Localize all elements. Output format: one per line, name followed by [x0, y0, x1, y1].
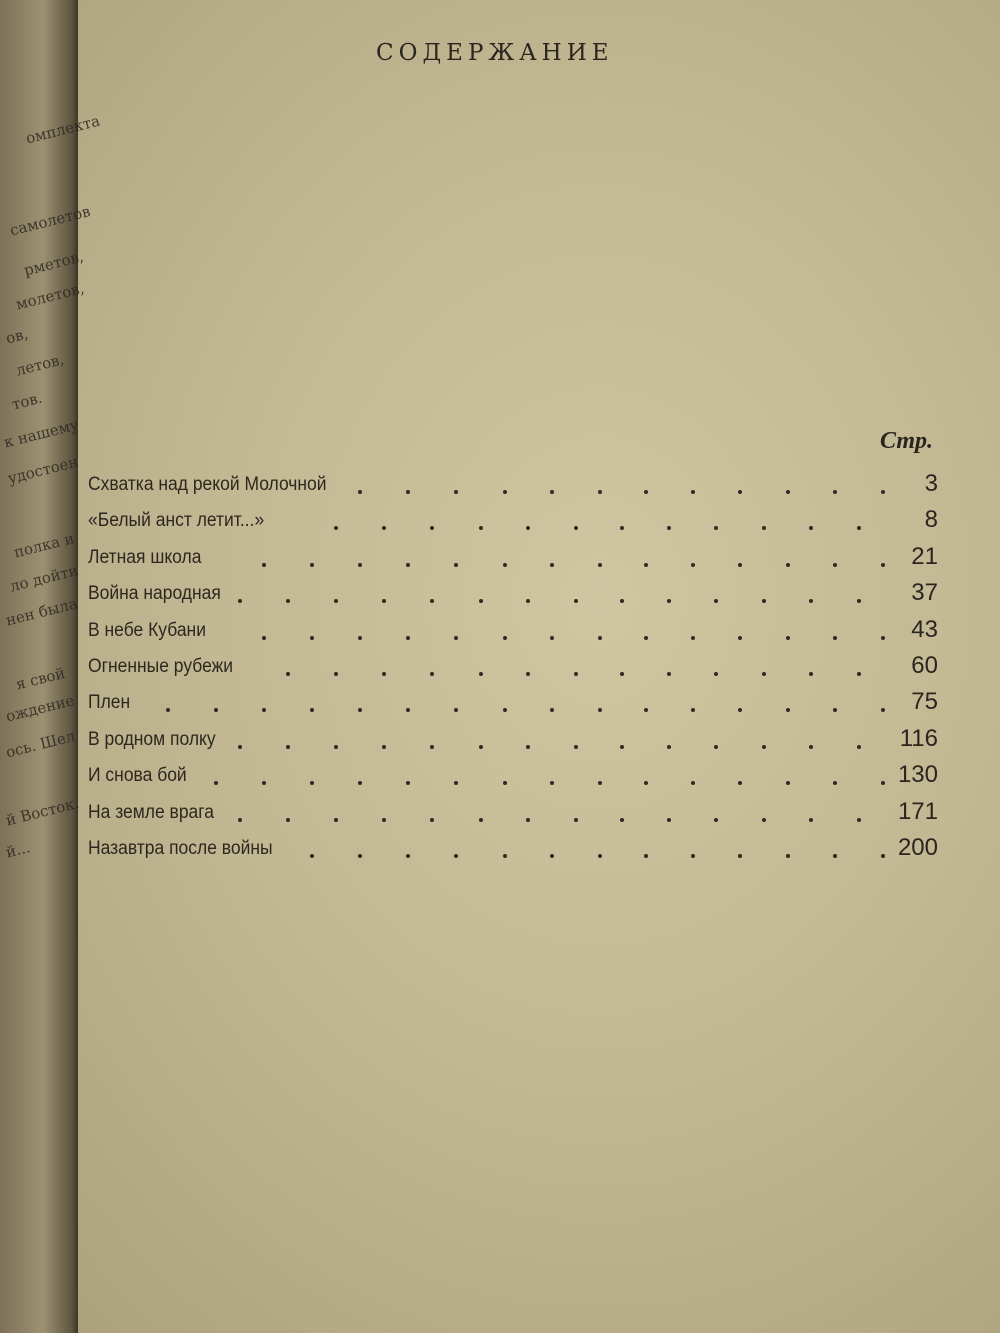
- toc-leader-dot: [620, 818, 624, 822]
- toc-leader-dot: [714, 818, 718, 822]
- toc-leader-dot: [503, 854, 507, 858]
- toc-leader-dot: [310, 854, 314, 858]
- toc-leader-dot: [406, 490, 410, 494]
- toc-leader-dot: [833, 636, 837, 640]
- toc-leader-dot: [762, 672, 766, 676]
- left-page-fragment: молетов,: [14, 279, 86, 314]
- toc-leader-dot: [406, 781, 410, 785]
- toc-leader-dot: [809, 599, 813, 603]
- toc-leader-dot: [598, 781, 602, 785]
- toc-leader-dot: [406, 636, 410, 640]
- toc-leader-dot: [857, 672, 861, 676]
- toc-leader-dot: [809, 818, 813, 822]
- toc-entry: [88, 798, 948, 834]
- toc-leader-dot: [310, 563, 314, 567]
- toc-leader-dot: [667, 599, 671, 603]
- toc-leader-dot: [382, 745, 386, 749]
- left-page-fragment: летов,: [14, 350, 66, 380]
- toc-entry: [88, 688, 948, 724]
- toc-leader-dot: [857, 599, 861, 603]
- toc-leader-dot: [598, 708, 602, 712]
- toc-leader-dot: [238, 745, 242, 749]
- toc-leader-dot: [382, 526, 386, 530]
- left-page-fragment: й Восток.: [4, 793, 81, 830]
- toc-leader-dot: [286, 672, 290, 676]
- left-page-fragment: тов.: [10, 388, 44, 414]
- toc-leader-dot: [667, 818, 671, 822]
- toc-entry-page: 3: [924, 470, 938, 497]
- toc-leader-dot: [857, 818, 861, 822]
- left-page-fragment: я свой: [14, 663, 67, 694]
- toc-entry-title: Огненные рубежи: [88, 655, 234, 677]
- toc-leader-dot: [310, 636, 314, 640]
- toc-leader-dot: [809, 672, 813, 676]
- toc-leader-dot: [881, 636, 885, 640]
- toc-leader-dot: [833, 490, 837, 494]
- toc-leader-dot: [714, 526, 718, 530]
- toc-entry-title: В родном полку: [88, 728, 216, 750]
- toc-entry: [88, 834, 948, 870]
- toc-leader-dot: [691, 563, 695, 567]
- toc-leader-dot: [430, 526, 434, 530]
- toc-leader-dot: [738, 636, 742, 640]
- toc-leader-dot: [691, 854, 695, 858]
- toc-leader-dot: [833, 781, 837, 785]
- toc-entry-page: 8: [924, 506, 938, 534]
- toc-leader-dot: [334, 818, 338, 822]
- toc-entry: [88, 470, 948, 506]
- toc-leader-dot: [262, 781, 266, 785]
- toc-leader-dot: [382, 672, 386, 676]
- toc-entry-title: В небе Кубани: [88, 619, 206, 641]
- left-page-fragment: полка и: [12, 529, 77, 562]
- toc-leader-dot: [881, 708, 885, 712]
- toc-leader-dot: [691, 490, 695, 494]
- toc-leader-dot: [526, 526, 530, 530]
- toc-leader-dot: [454, 563, 458, 567]
- toc-leader-dot: [358, 563, 362, 567]
- toc-leader-dot: [430, 818, 434, 822]
- toc-leader-dot: [454, 636, 458, 640]
- toc-leader-dot: [334, 745, 338, 749]
- left-page-fragment: нен была: [4, 594, 80, 630]
- toc-leader-dot: [358, 490, 362, 494]
- toc-leader-dot: [503, 781, 507, 785]
- left-page-fragment: омплекта: [24, 111, 102, 148]
- toc-leader-dot: [857, 745, 861, 749]
- toc-leader-dot: [881, 781, 885, 785]
- left-page-fragment: ось. Шел: [4, 726, 77, 762]
- toc-leader-dot: [881, 563, 885, 567]
- toc-entry-page: 43: [911, 615, 938, 643]
- toc-leader-dot: [503, 490, 507, 494]
- toc-leader-dot: [691, 636, 695, 640]
- toc-entry: [88, 506, 948, 542]
- toc-leader-dot: [334, 672, 338, 676]
- toc-leader-dot: [406, 563, 410, 567]
- toc-leader-dot: [430, 672, 434, 676]
- toc-leader-dot: [833, 854, 837, 858]
- toc-leader-dot: [310, 708, 314, 712]
- toc-leader-dot: [430, 745, 434, 749]
- toc-entry-title: Война народная: [88, 583, 221, 605]
- toc-leader-dot: [786, 781, 790, 785]
- toc-leader-dot: [238, 599, 242, 603]
- toc-leader-dot: [881, 854, 885, 858]
- left-page-fragment: й...: [4, 838, 32, 862]
- toc-leader-dot: [598, 636, 602, 640]
- toc-entry-title: На земле врага: [88, 801, 214, 823]
- toc-leader-dot: [238, 818, 242, 822]
- toc-leader-dot: [262, 636, 266, 640]
- toc-leader-dot: [667, 526, 671, 530]
- toc-leader-dot: [214, 708, 218, 712]
- toc-leader-dot: [714, 672, 718, 676]
- toc-entry-title: «Белый анст летит...»: [88, 510, 265, 532]
- toc-leader-dot: [762, 599, 766, 603]
- toc-leader-dot: [620, 599, 624, 603]
- toc-entry-page: 37: [911, 579, 938, 607]
- toc-leader-dot: [479, 818, 483, 822]
- toc-leader-dot: [598, 563, 602, 567]
- toc-leader-dot: [644, 563, 648, 567]
- toc-leader-dot: [479, 745, 483, 749]
- toc-leader-dot: [574, 526, 578, 530]
- toc-leader-dot: [166, 708, 170, 712]
- toc-leader-dot: [738, 563, 742, 567]
- toc-leader-dot: [644, 636, 648, 640]
- toc-leader-dot: [550, 708, 554, 712]
- table-of-contents: [88, 470, 948, 870]
- toc-leader-dot: [620, 672, 624, 676]
- toc-leader-dot: [310, 781, 314, 785]
- toc-entry-page: 21: [911, 542, 938, 570]
- toc-leader-dot: [550, 781, 554, 785]
- toc-leader-dot: [526, 818, 530, 822]
- toc-leader-dot: [738, 854, 742, 858]
- toc-leader-dot: [526, 672, 530, 676]
- toc-entry-title: Летная школа: [88, 546, 202, 568]
- toc-leader-dot: [503, 708, 507, 712]
- toc-leader-dot: [430, 599, 434, 603]
- toc-leader-dot: [382, 818, 386, 822]
- left-page-fragment: рметов,: [22, 247, 86, 280]
- page-title: СОДЕРЖАНИЕ: [376, 40, 614, 66]
- toc-entry: [88, 761, 948, 797]
- toc-entry-page: 116: [899, 724, 938, 752]
- left-page-fragment: к нашему: [2, 415, 81, 452]
- toc-leader-dot: [644, 854, 648, 858]
- toc-leader-dot: [691, 781, 695, 785]
- toc-leader-dot: [358, 708, 362, 712]
- toc-leader-dot: [479, 599, 483, 603]
- left-page-fragment: ождение: [4, 691, 77, 726]
- toc-leader-dot: [550, 636, 554, 640]
- toc-leader-dot: [809, 526, 813, 530]
- toc-leader-dot: [738, 781, 742, 785]
- toc-leader-dot: [786, 563, 790, 567]
- left-page-fragment: ло дойти: [8, 561, 81, 596]
- toc-leader-dot: [691, 708, 695, 712]
- toc-leader-dot: [762, 818, 766, 822]
- toc-leader-dot: [262, 563, 266, 567]
- toc-leader-dot: [550, 563, 554, 567]
- page-column-label: Стр.: [880, 428, 934, 454]
- toc-leader-dot: [738, 708, 742, 712]
- toc-leader-dot: [406, 708, 410, 712]
- toc-leader-dot: [786, 708, 790, 712]
- toc-leader-dot: [262, 708, 266, 712]
- toc-leader-dot: [574, 672, 578, 676]
- toc-leader-dot: [786, 490, 790, 494]
- toc-leader-dot: [454, 490, 458, 494]
- toc-leader-dot: [286, 745, 290, 749]
- toc-leader-dot: [620, 526, 624, 530]
- toc-leader-dot: [479, 526, 483, 530]
- toc-leader-dot: [574, 599, 578, 603]
- toc-leader-dot: [503, 563, 507, 567]
- toc-leader-dot: [406, 854, 410, 858]
- toc-leader-dot: [550, 490, 554, 494]
- toc-leader-dot: [762, 745, 766, 749]
- toc-entry: [88, 652, 948, 688]
- toc-leader-dot: [358, 854, 362, 858]
- toc-leader-dot: [598, 490, 602, 494]
- toc-leader-dot: [644, 781, 648, 785]
- toc-entry-page: 200: [897, 833, 938, 861]
- toc-leader-dot: [881, 490, 885, 494]
- toc-leader-dot: [667, 672, 671, 676]
- toc-leader-dot: [857, 526, 861, 530]
- toc-entry: [88, 543, 948, 579]
- left-page-fragment: удостоен: [6, 452, 80, 488]
- toc-entry-page: 171: [897, 797, 938, 825]
- toc-leader-dot: [833, 708, 837, 712]
- toc-entry-page: 75: [911, 688, 938, 716]
- left-page-fragment: самолетов: [8, 202, 93, 240]
- toc-leader-dot: [786, 636, 790, 640]
- toc-leader-dot: [286, 599, 290, 603]
- toc-leader-dot: [382, 599, 386, 603]
- toc-entry-title: Плен: [88, 692, 131, 714]
- toc-leader-dot: [833, 563, 837, 567]
- toc-entry: [88, 616, 948, 652]
- toc-leader-dot: [550, 854, 554, 858]
- toc-leader-dot: [574, 818, 578, 822]
- toc-leader-dot: [762, 526, 766, 530]
- toc-leader-dot: [358, 636, 362, 640]
- toc-entry: [88, 725, 948, 761]
- toc-entry-page: 60: [911, 651, 938, 679]
- left-page-fragment: ов,: [4, 324, 30, 348]
- toc-leader-dot: [738, 490, 742, 494]
- toc-leader-dot: [526, 599, 530, 603]
- toc-entry-page: 130: [897, 761, 938, 789]
- toc-leader-dot: [479, 672, 483, 676]
- left-page-edge: [0, 0, 102, 1333]
- toc-leader-dot: [286, 818, 290, 822]
- toc-leader-dot: [620, 745, 624, 749]
- toc-leader-dot: [358, 781, 362, 785]
- toc-leader-dot: [644, 490, 648, 494]
- toc-entry: [88, 579, 948, 615]
- toc-leader-dot: [574, 745, 578, 749]
- toc-leader-dot: [334, 526, 338, 530]
- toc-entry-title: Назавтра после войны: [88, 837, 273, 859]
- toc-leader-dot: [714, 745, 718, 749]
- toc-leader-dot: [644, 708, 648, 712]
- toc-leader-dot: [454, 781, 458, 785]
- toc-leader-dot: [667, 745, 671, 749]
- toc-leader-dot: [809, 745, 813, 749]
- toc-entry-title: И снова бой: [88, 765, 187, 787]
- toc-leader-dot: [454, 708, 458, 712]
- toc-leader-dot: [214, 781, 218, 785]
- toc-leader-dot: [334, 599, 338, 603]
- toc-leader-dot: [454, 854, 458, 858]
- toc-leader-dot: [786, 854, 790, 858]
- toc-entry-title: Схватка над рекой Молочной: [88, 474, 327, 495]
- toc-leader-dot: [598, 854, 602, 858]
- toc-leader-dot: [503, 636, 507, 640]
- toc-leader-dot: [714, 599, 718, 603]
- toc-leader-dot: [526, 745, 530, 749]
